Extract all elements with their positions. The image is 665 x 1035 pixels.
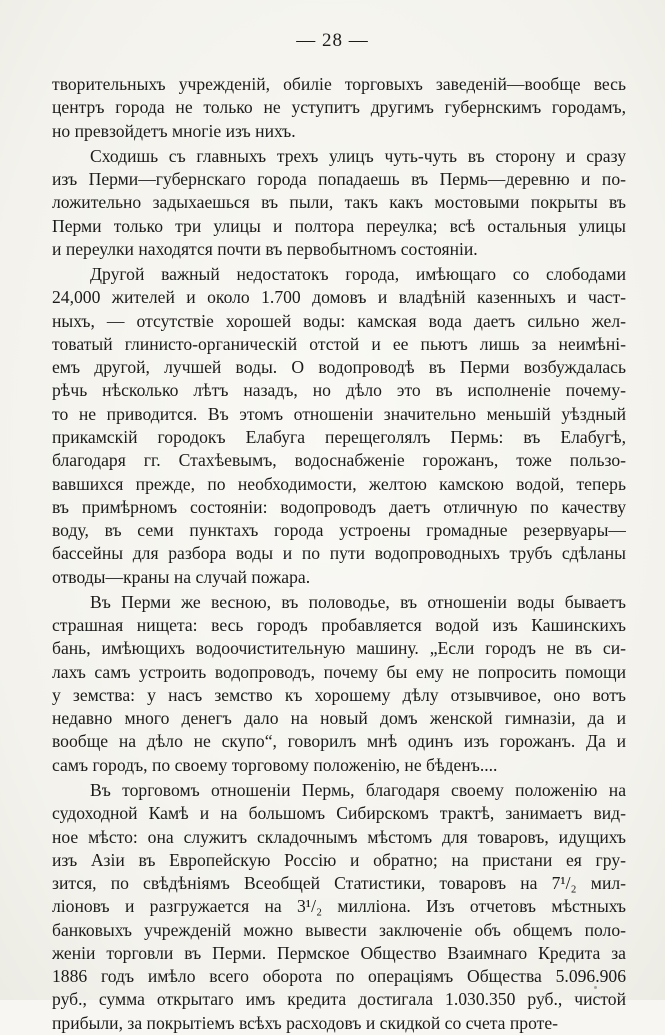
text-line: зится, по свѣдѣніямъ Всеобщей Статистики, товаровъ на 7¹/₂ мил- (52, 873, 626, 894)
text-line: 1886 годъ имѣло всего оборота по операціямъ Общества 5.096.906 (52, 966, 626, 987)
text-line: ложительно задыхаешься въ пыли, такъ какъ мостовыми покрыты въ (52, 192, 626, 213)
text-line: бань, имѣющихъ водоочистительную машину. „Если городъ не въ си- (52, 638, 626, 659)
text-line: Въ Перми же весною, въ половодье, въ отношеніи воды бываетъ (90, 591, 626, 612)
text-line: въ примѣрномъ состояніи: водопроводъ даетъ отличную по качеству (52, 496, 626, 517)
text-line: изъ Азіи въ Европейскую Россію и обратно; на пристани ея гру- (52, 849, 626, 870)
text-line: лахъ самъ устроить водопроводъ, почему бы ему не попросить помощи (52, 661, 626, 682)
text-line: ліоновъ и разгружается на 3¹/₂ милліона. Изъ отчетовъ мѣстныхъ (52, 896, 626, 917)
text-line: отводы—краны на случай пожара. (52, 566, 311, 587)
paragraph (52, 779, 626, 1035)
paragraph (52, 145, 626, 261)
text-line: вавшихся прежде, по необходимости, желтою камскою водой, теперь (52, 473, 626, 494)
text-line: недавно много денегъ дало на новый домъ женской гимназіи, да и (52, 708, 626, 729)
text-line: у земства: у насъ земство къ хорошему дѣлу отзывчивое, оно вотъ (52, 684, 626, 705)
text-line: рѣчь нѣсколько лѣтъ назадъ, но дѣло это въ исполненіе почему- (52, 380, 626, 401)
text-line: емъ другой, лучшей воды. О водопроводѣ въ Перми возбуждалась (52, 357, 626, 378)
text-line: Сходишь съ главныхъ трехъ улицъ чуть-чуть въ сторону и сразу (90, 145, 626, 166)
paragraph (52, 73, 626, 143)
paragraph (52, 263, 626, 589)
text-line: руб., сумма открытаго имъ кредита достигала 1.030.350 руб., чистой (52, 989, 626, 1010)
text-line: но превзойдетъ многіе изъ нихъ. (52, 120, 296, 141)
text-line: ное мѣсто: она служитъ складочнымъ мѣстомъ для товаровъ, идущихъ (52, 826, 626, 847)
text-line: женіи торговли въ Перми. Пермское Общество Взаимнаго Кредита за (52, 942, 626, 963)
text-line: страшная нищета: весь городъ пробавляется водой изъ Кашинскихъ (52, 615, 626, 636)
page-number: — 28 — (296, 30, 369, 51)
text-line: благодаря гг. Стахѣевымъ, водоснабженіе горожанъ, тоже пользо- (52, 450, 626, 471)
text-line: 24,000 жителей и около 1.700 домовъ и владѣній казенныхъ и част- (52, 287, 626, 308)
text-line: Въ торговомъ отношеніи Пермь, благодаря своему положенію на (90, 779, 626, 800)
text-line: товатый глинисто-органическій отстой и ее пьютъ лишь за неимѣні- (52, 333, 626, 354)
paragraph (52, 591, 626, 777)
body-text (52, 73, 626, 1035)
text-line: вообще на дѣло не скупо“, говорилъ мнѣ одинъ изъ горожанъ. Да и (52, 731, 626, 752)
text-line: Перми только три улицы и полтора переулка; всѣ остальныя улицы (52, 215, 626, 236)
text-line: Другой важный недостатокъ города, имѣющаго со слободами (90, 264, 626, 285)
text-line: прикамскій городокъ Елабуга перещеголялъ Пермь: въ Елабугѣ, (52, 426, 626, 447)
text-line: самъ городъ, по своему торговому положенію, не бѣденъ.... (52, 754, 498, 775)
text-line: и переулки находятся почти въ первобытномъ состояніи. (52, 238, 478, 259)
text-line: то не приводится. Въ этомъ отношеніи значительно меньшій уѣздный (52, 403, 626, 424)
text-line: центръ города не только не уступитъ другимъ губернскимъ городамъ, (52, 97, 626, 118)
print-speck (594, 986, 597, 989)
text-line: воду, въ семи пунктахъ города устроены громадные резервуары— (52, 520, 626, 541)
text-line: творительныхъ учрежденій, обиліе торговыхъ заведеній—вообще весь (52, 74, 626, 94)
text-line: судоходной Камѣ и на большомъ Сибирскомъ трактѣ, занимаетъ вид- (52, 803, 626, 824)
text-line: прибыли, за покрытіемъ всѣхъ расходовъ и скидкой со счета проте- (52, 1012, 559, 1033)
text-line: банковыхъ учрежденій можно вывести заключеніе объ общемъ поло- (52, 919, 626, 940)
text-line: изъ Перми—губернскаго города попадаешь въ Пермь—деревню и по- (52, 169, 626, 190)
text-line: ныхъ, — отсутствіе хорошей воды: камская вода даетъ сильно жел- (52, 310, 626, 331)
text-line: бассейны для разбора воды и по пути водопроводныхъ трубъ сдѣланы (52, 543, 626, 564)
